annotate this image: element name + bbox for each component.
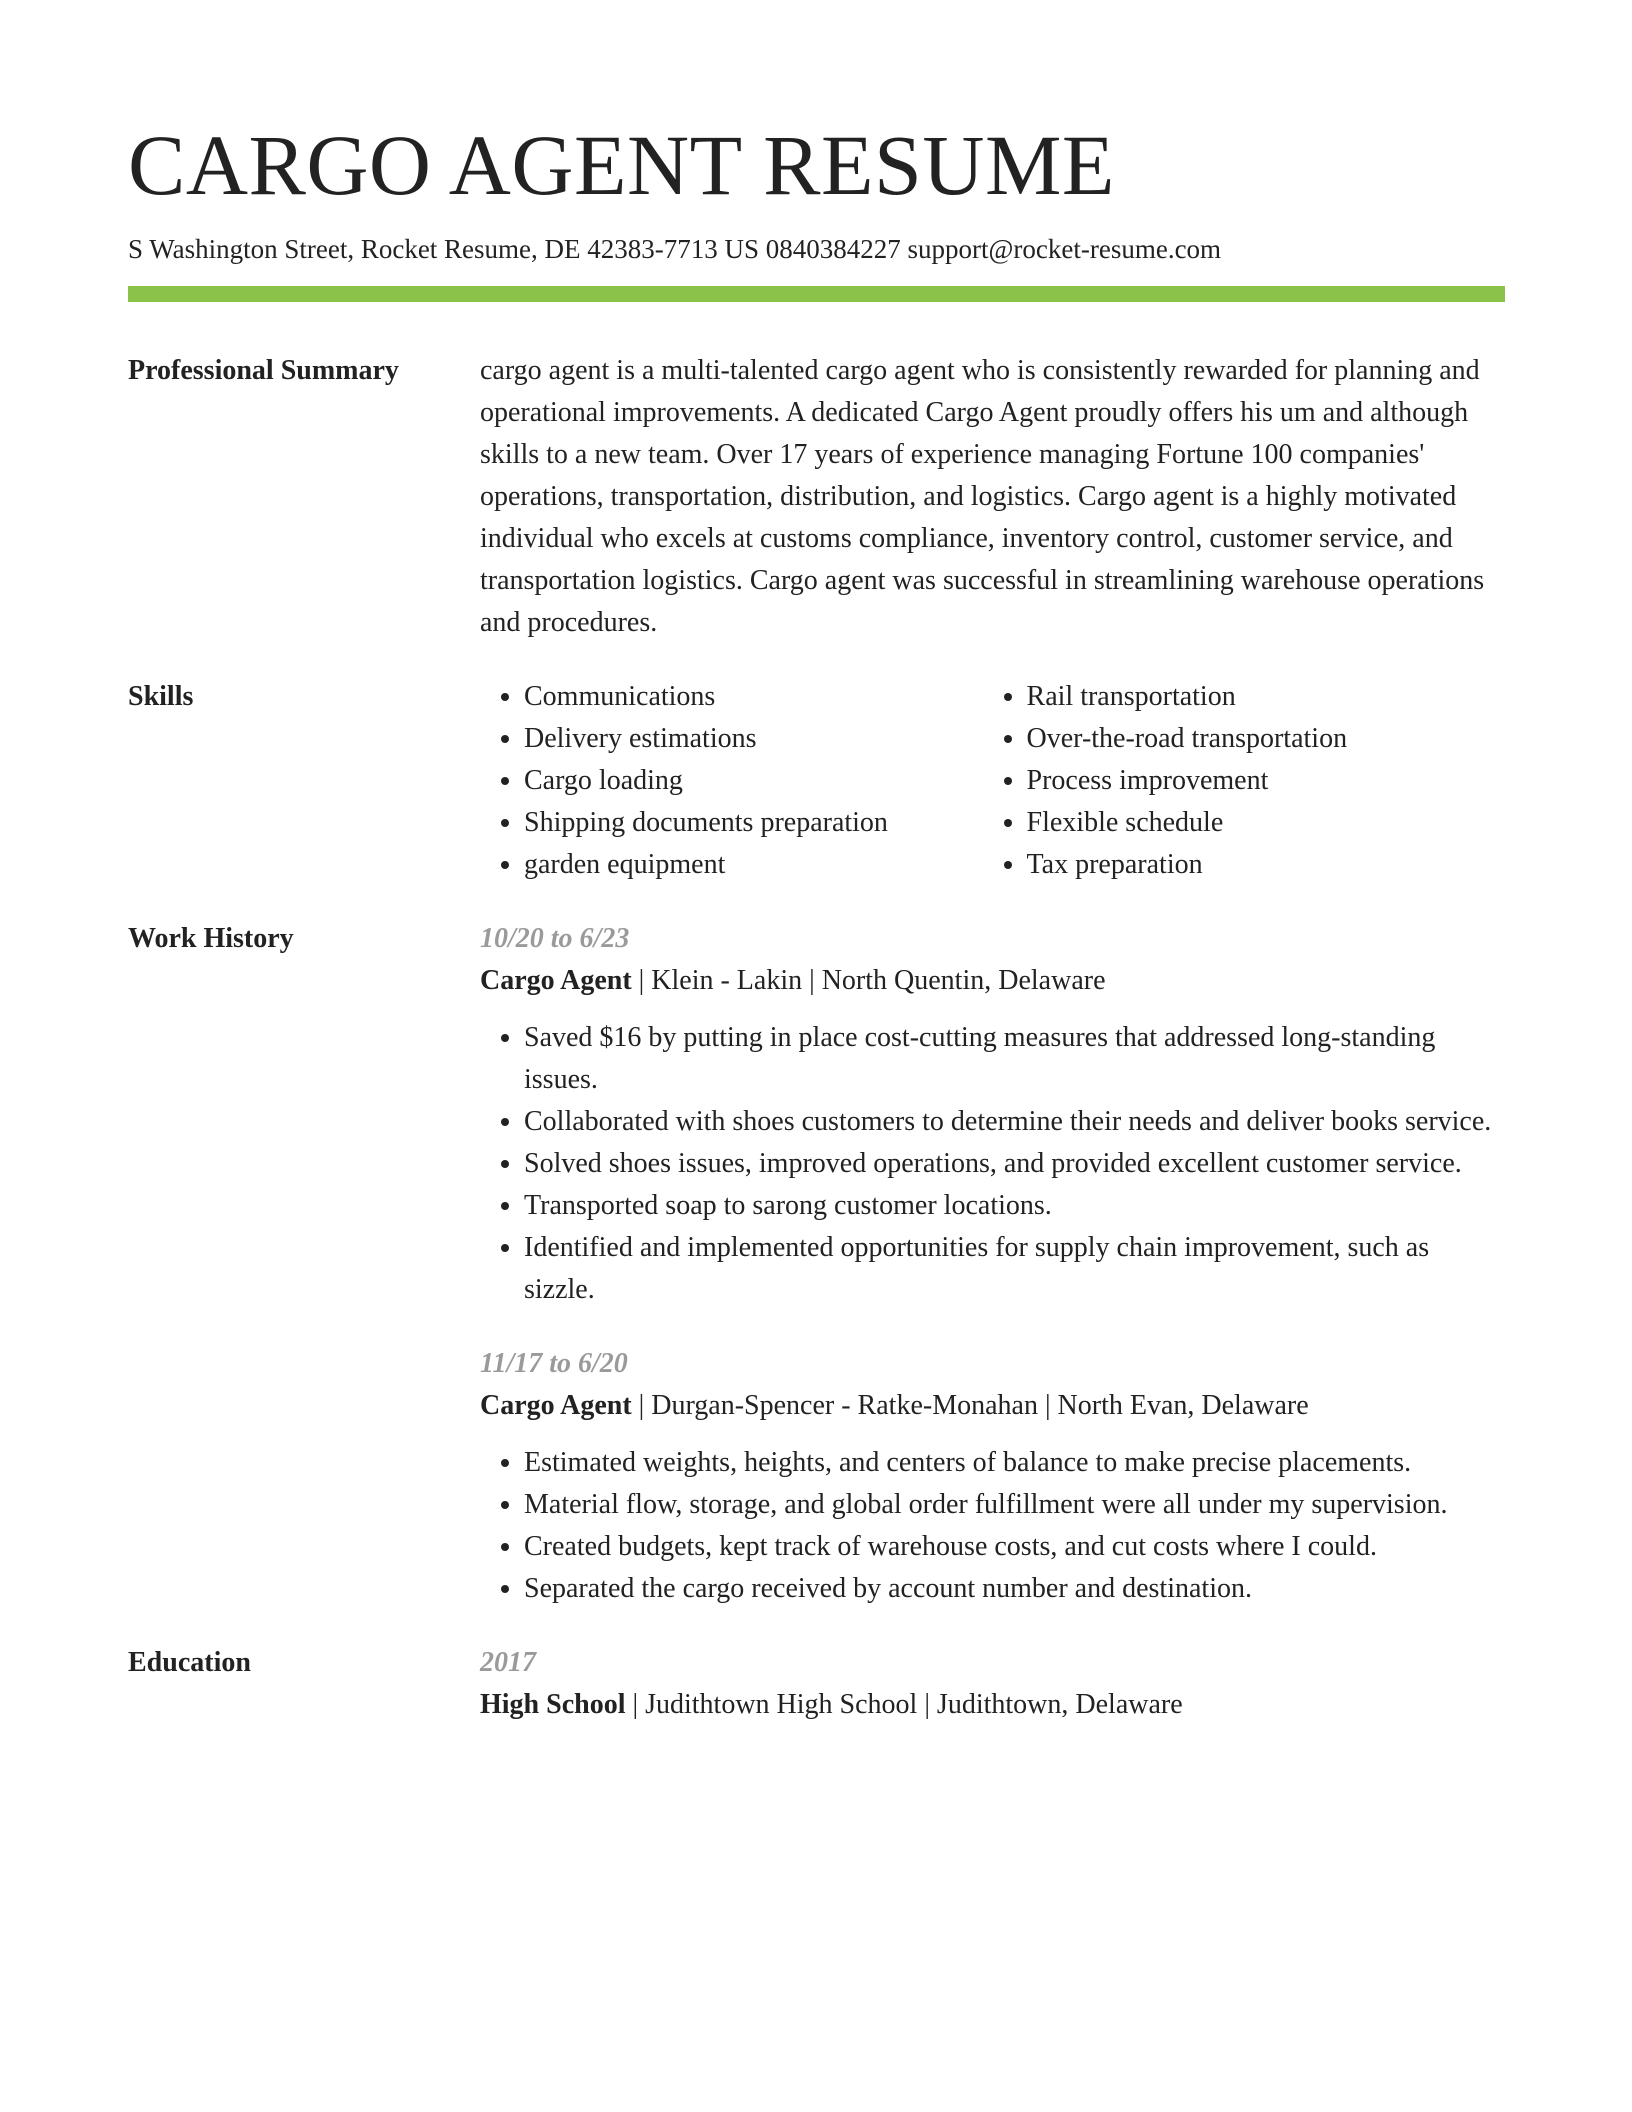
skills-list-right <box>983 676 1505 886</box>
job-title: Cargo Agent <box>480 1390 632 1421</box>
skill-item: • Flexible schedule <box>1027 802 1505 844</box>
skill-item: • Cargo loading <box>524 760 983 802</box>
job-bullet: • Created budgets, kept track of warehouse costs, and cut costs where I could. <box>524 1526 1505 1568</box>
job-title: Cargo Agent <box>480 965 632 996</box>
section-label-work-history: Work History <box>128 923 294 954</box>
job-details: | Durgan-Spencer - Ratke-Monahan | North Evan, Delaware <box>631 1390 1309 1421</box>
skill-item: • Shipping documents preparation <box>524 802 983 844</box>
skill-item: • Process improvement <box>1027 760 1505 802</box>
resume-content <box>128 350 1505 1758</box>
job-bullets <box>480 1442 1505 1610</box>
job-bullet: • Transported soap to sarong customer locations. <box>524 1185 1505 1227</box>
education-line <box>480 1684 1505 1726</box>
job-details: | Klein - Lakin | North Quentin, Delaware <box>631 965 1106 996</box>
resume-title: CARGO AGENT RESUME <box>128 117 1115 213</box>
job-bullets <box>480 1017 1505 1311</box>
job-bullet: • Collaborated with shoes customers to determine their needs and deliver books service. <box>524 1101 1505 1143</box>
job-bullet: • Estimated weights, heights, and centers of balance to make precise placements. <box>524 1442 1505 1484</box>
work-history-section <box>128 918 1505 1610</box>
skill-item: • Over-the-road transportation <box>1027 718 1505 760</box>
section-label-summary: Professional Summary <box>128 355 399 386</box>
education-details: | Judithtown High School | Judithtown, Delaware <box>625 1689 1183 1720</box>
job-dates: 11/17 to 6/20 <box>480 1348 628 1379</box>
job-bullet: • Saved $16 by putting in place cost-cutting measures that addressed long-standing issues. <box>524 1017 1505 1101</box>
job-bullet: • Separated the cargo received by account number and destination. <box>524 1568 1505 1610</box>
header-divider <box>128 286 1505 302</box>
job-dates: 10/20 to 6/23 <box>480 923 630 954</box>
education-year: 2017 <box>480 1647 536 1678</box>
job-role-line <box>480 1385 1505 1427</box>
job-entry <box>480 1343 1505 1610</box>
skill-item: • Delivery estimations <box>524 718 983 760</box>
contact-line: S Washington Street, Rocket Resume, DE 42383-7713 US 0840384227 support@rocket-resume.com <box>128 234 1222 264</box>
job-entry <box>480 918 1505 1311</box>
education-degree: High School <box>480 1689 626 1720</box>
job-bullet: • Solved shoes issues, improved operations, and provided excellent customer service. <box>524 1143 1505 1185</box>
skill-item: • Rail transportation <box>1027 676 1505 718</box>
skills-section <box>128 676 1505 886</box>
skills-list-left <box>480 676 983 886</box>
job-role-line <box>480 960 1505 1002</box>
skill-item: • Tax preparation <box>1027 844 1505 886</box>
summary-section <box>128 350 1505 644</box>
education-section <box>128 1642 1505 1726</box>
skill-item: • garden equipment <box>524 844 983 886</box>
job-bullet: • Identified and implemented opportunities for supply chain improvement, such as sizzle. <box>524 1227 1505 1311</box>
skill-item: • Communications <box>524 676 983 718</box>
section-label-education: Education <box>128 1647 251 1678</box>
section-label-skills: Skills <box>128 681 194 712</box>
summary-text: cargo agent is a multi-talented cargo agent who is consistently rewarded for planning and operational improvements. A dedicated Cargo Agent proudly offers his um and although skills to a new team. Over 17 years of experience managing Fortune 100 companies' operations, transportation, distribution, and logistics. Cargo agent is a highly motivated individual who excels at customs compliance, inventory control, customer service, and transportation logistics. Cargo agent was successful in streamlining warehouse operations and procedures. <box>480 355 1485 638</box>
job-bullet: • Material flow, storage, and global order fulfillment were all under my supervision. <box>524 1484 1505 1526</box>
